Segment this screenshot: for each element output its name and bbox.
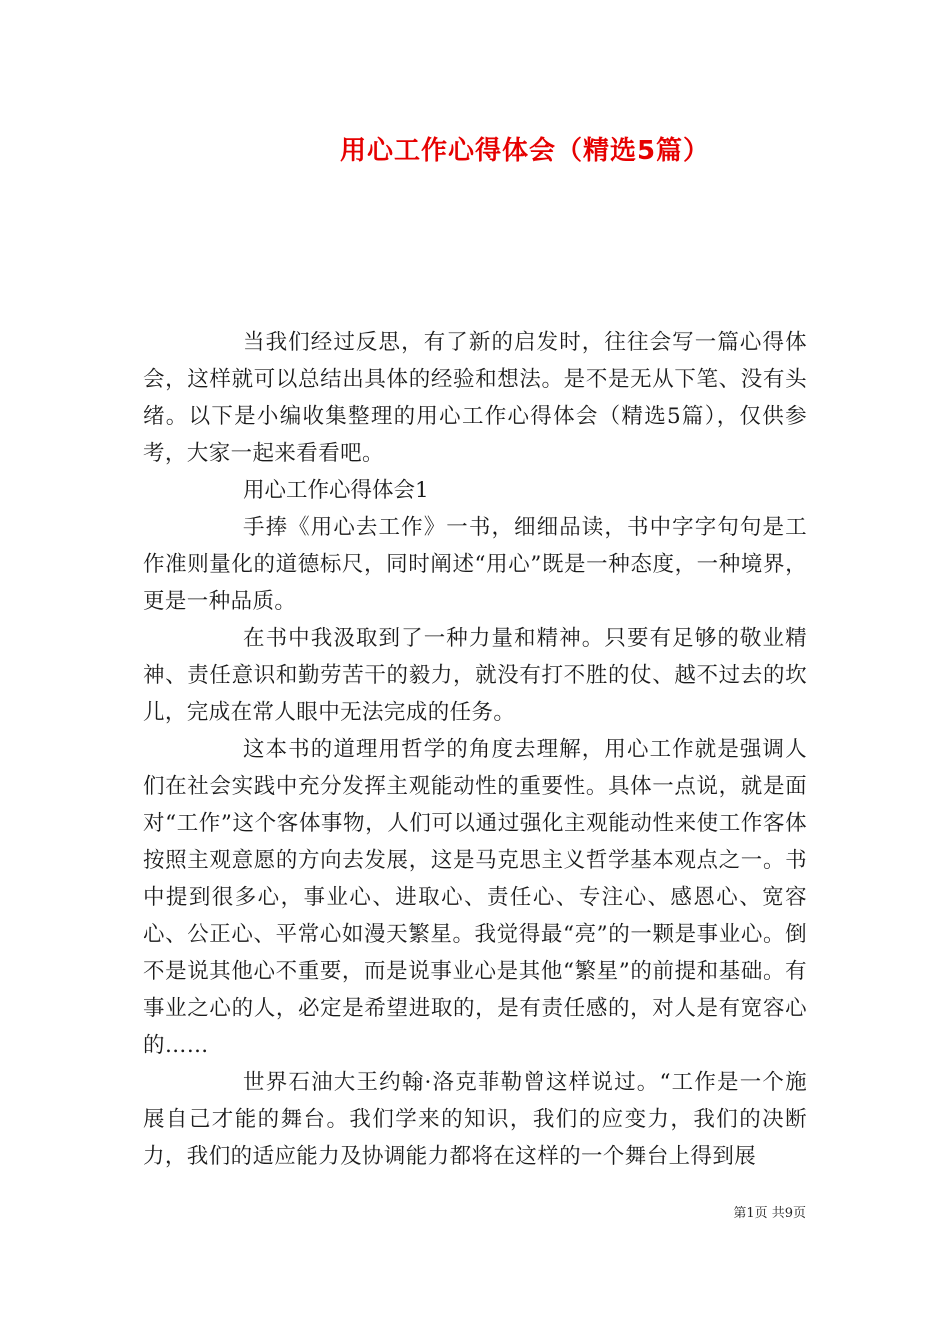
intro-paragraph: 当我们经过反思，有了新的启发时，往往会写一篇心得体会，这样就可以总结出具体的经验和想法。是不是无从下笔、没有头绪。以下是小编收集整理的用心工作心得体会（精选5篇），仅供参考，大家一起来看看吧。 bbox=[143, 330, 807, 466]
body-paragraph-1: 手捧《用心去工作》一书，细细品读，书中字字句句是工作准则量化的道德标尺，同时阐述“用心”既是一种态度，一种境界，更是一种品质。 bbox=[143, 515, 807, 614]
page-number-footer: 第1页 共9页 bbox=[733, 1206, 806, 1221]
body-paragraph-2: 在书中我汲取到了一种力量和精神。只要有足够的敬业精神、责任意识和勤劳苦干的毅力，就没有打不胜的仗、越不过去的坎儿，完成在常人眼中无法完成的任务。 bbox=[143, 626, 807, 725]
body-paragraph-4: 世界石油大王约翰·洛克菲勒曾这样说过。“工作是一个施展自己才能的舞台。我们学来的知识，我们的应变力，我们的决断力，我们的适应能力及协调能力都将在这样的一个舞台上得到展 bbox=[143, 1070, 807, 1169]
document-title: 用心工作心得体会（精选5篇） bbox=[339, 136, 711, 166]
body-paragraph-3: 这本书的道理用哲学的角度去理解，用心工作就是强调人们在社会实践中充分发挥主观能动性的重要性。具体一点说，就是面对“工作”这个客体事物，人们可以通过强化主观能动性来使工作客体按照主观意愿的方向去发展，这是马克思主义哲学基本观点之一。书中提到很多心，事业心、进取心、责任心、专注心、感恩心、宽容心、公正心、平常心如漫天繁星。我觉得最“亮”的一颗是事业心。倒不是说其他心不重要，而是说事业心是其他“繁星”的前提和基础。有事业之心的人，必定是希望进取的，是有责任感的，对人是有宽容心的…… bbox=[143, 737, 807, 1058]
document-body bbox=[143, 324, 807, 1175]
section-heading: 用心工作心得体会1 bbox=[243, 478, 429, 503]
